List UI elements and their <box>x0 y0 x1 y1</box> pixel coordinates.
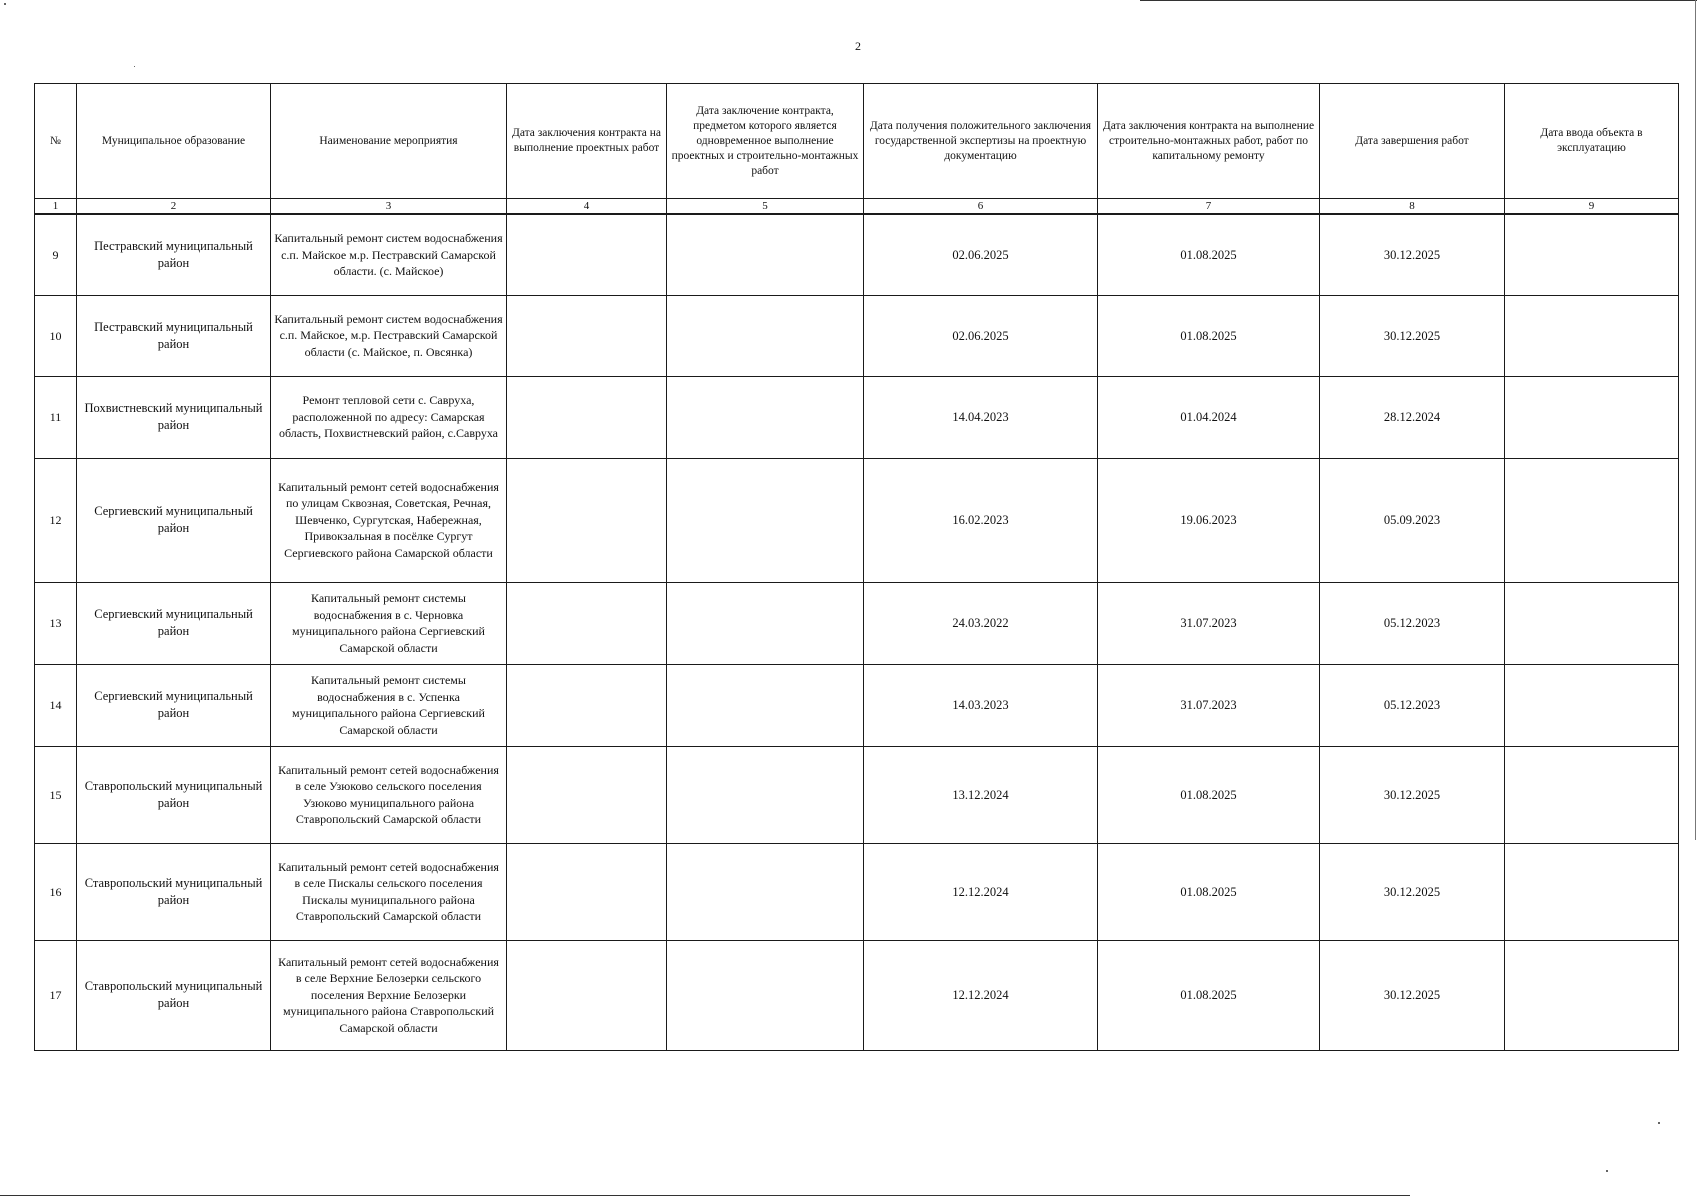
row-number-cell: 17 <box>35 940 77 1050</box>
municipality-cell: Ставропольский муниципальный район <box>77 843 271 940</box>
commissioning-date-cell <box>1505 582 1679 664</box>
completion-date-cell: 30.12.2025 <box>1320 214 1505 295</box>
design-contract-cell <box>507 664 667 746</box>
header-cell-municipality: Муниципальное образование <box>77 84 271 199</box>
schedule-table <box>34 83 1679 1051</box>
construction-contract-cell: 31.07.2023 <box>1098 582 1320 664</box>
row-number-cell: 9 <box>35 214 77 295</box>
construction-contract-cell: 01.08.2025 <box>1098 214 1320 295</box>
expertise-date-cell: 12.12.2024 <box>864 940 1098 1050</box>
expertise-date-cell: 14.04.2023 <box>864 376 1098 458</box>
municipality-cell: Ставропольский муниципальный район <box>77 940 271 1050</box>
combined-contract-cell <box>667 940 864 1050</box>
event-name-cell: Ремонт тепловой сети с. Савруха, расположенной по адресу: Самарская область, Похвистневский район, с.Савруха <box>271 376 507 458</box>
header-cell-completion-date: Дата завершения работ <box>1320 84 1505 199</box>
column-number-cell: 9 <box>1505 199 1679 215</box>
column-number-cell: 8 <box>1320 199 1505 215</box>
column-number-cell: 5 <box>667 199 864 215</box>
design-contract-cell <box>507 940 667 1050</box>
municipality-cell: Пестравский муниципальный район <box>77 295 271 376</box>
scan-top-edge-line <box>1140 0 1697 1</box>
completion-date-cell: 30.12.2025 <box>1320 843 1505 940</box>
commissioning-date-cell <box>1505 214 1679 295</box>
table-row <box>35 746 1679 843</box>
completion-date-cell: 28.12.2024 <box>1320 376 1505 458</box>
completion-date-cell: 05.09.2023 <box>1320 458 1505 582</box>
table-row <box>35 458 1679 582</box>
table-row <box>35 843 1679 940</box>
municipality-cell: Пестравский муниципальный район <box>77 214 271 295</box>
event-name-cell: Капитальный ремонт систем водоснабжения с.п. Майское, м.р. Пестравский Самарской области (с. Майское, п. Овсянка) <box>271 295 507 376</box>
design-contract-cell <box>507 458 667 582</box>
column-number-cell: 4 <box>507 199 667 215</box>
header-cell-number: № <box>35 84 77 199</box>
combined-contract-cell <box>667 746 864 843</box>
table-row <box>35 664 1679 746</box>
row-number-cell: 13 <box>35 582 77 664</box>
event-name-cell: Капитальный ремонт системы водоснабжения в с. Черновка муниципального района Сергиевский Самарской области <box>271 582 507 664</box>
completion-date-cell: 05.12.2023 <box>1320 582 1505 664</box>
commissioning-date-cell <box>1505 295 1679 376</box>
construction-contract-cell: 01.08.2025 <box>1098 843 1320 940</box>
row-number-cell: 15 <box>35 746 77 843</box>
event-name-cell: Капитальный ремонт сетей водоснабжения в селе Пискалы сельского поселения Пискалы муниципального района Ставропольский Самарской области <box>271 843 507 940</box>
scan-speck <box>1606 1170 1608 1172</box>
completion-date-cell: 05.12.2023 <box>1320 664 1505 746</box>
header-cell-design-contract: Дата заключения контракта на выполнение проектных работ <box>507 84 667 199</box>
construction-contract-cell: 31.07.2023 <box>1098 664 1320 746</box>
event-name-cell: Капитальный ремонт сетей водоснабжения по улицам Сквозная, Советская, Речная, Шевченко, Сургутская, Набережная, Привокзальная в посёлке Сургут Сергиевского района Самарской области <box>271 458 507 582</box>
scan-speck <box>134 66 135 67</box>
expertise-date-cell: 02.06.2025 <box>864 295 1098 376</box>
combined-contract-cell <box>667 843 864 940</box>
event-name-cell: Капитальный ремонт сетей водоснабжения в селе Верхние Белозерки сельского поселения Верхние Белозерки муниципального района Ставропольский Самарской области <box>271 940 507 1050</box>
expertise-date-cell: 16.02.2023 <box>864 458 1098 582</box>
table-row <box>35 295 1679 376</box>
municipality-cell: Сергиевский муниципальный район <box>77 664 271 746</box>
construction-contract-cell: 01.08.2025 <box>1098 746 1320 843</box>
expertise-date-cell: 13.12.2024 <box>864 746 1098 843</box>
column-number-cell: 2 <box>77 199 271 215</box>
municipality-cell: Ставропольский муниципальный район <box>77 746 271 843</box>
table-header-row <box>35 84 1679 199</box>
design-contract-cell <box>507 746 667 843</box>
row-number-cell: 11 <box>35 376 77 458</box>
combined-contract-cell <box>667 458 864 582</box>
combined-contract-cell <box>667 664 864 746</box>
scan-speck <box>1658 1122 1660 1124</box>
page-number: 2 <box>855 39 861 53</box>
header-cell-commissioning-date: Дата ввода объекта в эксплуатацию <box>1505 84 1679 199</box>
expertise-date-cell: 14.03.2023 <box>864 664 1098 746</box>
header-cell-construction-contract: Дата заключения контракта на выполнение строительно-монтажных работ, работ по капитальному ремонту <box>1098 84 1320 199</box>
design-contract-cell <box>507 214 667 295</box>
header-cell-combined-contract: Дата заключение контракта, предметом которого является одновременное выполнение проектных и строительно-монтажных работ <box>667 84 864 199</box>
combined-contract-cell <box>667 295 864 376</box>
commissioning-date-cell <box>1505 458 1679 582</box>
design-contract-cell <box>507 582 667 664</box>
column-number-cell: 1 <box>35 199 77 215</box>
completion-date-cell: 30.12.2025 <box>1320 940 1505 1050</box>
combined-contract-cell <box>667 582 864 664</box>
table-row <box>35 376 1679 458</box>
design-contract-cell <box>507 295 667 376</box>
construction-contract-cell: 01.08.2025 <box>1098 940 1320 1050</box>
construction-contract-cell: 01.08.2025 <box>1098 295 1320 376</box>
event-name-cell: Капитальный ремонт системы водоснабжения в с. Успенка муниципального района Сергиевский Самарской области <box>271 664 507 746</box>
municipality-cell: Похвистневский муниципальный район <box>77 376 271 458</box>
table-row <box>35 214 1679 295</box>
commissioning-date-cell <box>1505 746 1679 843</box>
row-number-cell: 12 <box>35 458 77 582</box>
event-name-cell: Капитальный ремонт систем водоснабжения с.п. Майское м.р. Пестравский Самарской области. (с. Майское) <box>271 214 507 295</box>
table-row <box>35 940 1679 1050</box>
commissioning-date-cell <box>1505 843 1679 940</box>
expertise-date-cell: 12.12.2024 <box>864 843 1098 940</box>
commissioning-date-cell <box>1505 940 1679 1050</box>
column-number-cell: 6 <box>864 199 1098 215</box>
design-contract-cell <box>507 376 667 458</box>
combined-contract-cell <box>667 214 864 295</box>
completion-date-cell: 30.12.2025 <box>1320 746 1505 843</box>
commissioning-date-cell <box>1505 664 1679 746</box>
expertise-date-cell: 24.03.2022 <box>864 582 1098 664</box>
column-number-cell: 3 <box>271 199 507 215</box>
header-cell-expertise-date: Дата получения положительного заключения государственной экспертизы на проектную документацию <box>864 84 1098 199</box>
row-number-cell: 10 <box>35 295 77 376</box>
municipality-cell: Сергиевский муниципальный район <box>77 458 271 582</box>
header-cell-event: Наименование мероприятия <box>271 84 507 199</box>
municipality-cell: Сергиевский муниципальный район <box>77 582 271 664</box>
row-number-cell: 14 <box>35 664 77 746</box>
column-number-cell: 7 <box>1098 199 1320 215</box>
row-number-cell: 16 <box>35 843 77 940</box>
scan-right-edge-line <box>1695 0 1696 840</box>
expertise-date-cell: 02.06.2025 <box>864 214 1098 295</box>
scan-speck <box>4 3 6 5</box>
design-contract-cell <box>507 843 667 940</box>
commissioning-date-cell <box>1505 376 1679 458</box>
event-name-cell: Капитальный ремонт сетей водоснабжения в селе Узюково сельского поселения Узюково муниципального района Ставропольский Самарской области <box>271 746 507 843</box>
combined-contract-cell <box>667 376 864 458</box>
completion-date-cell: 30.12.2025 <box>1320 295 1505 376</box>
column-number-row <box>35 199 1679 215</box>
construction-contract-cell: 01.04.2024 <box>1098 376 1320 458</box>
scan-bottom-edge-line <box>0 1195 1410 1196</box>
table-row <box>35 582 1679 664</box>
construction-contract-cell: 19.06.2023 <box>1098 458 1320 582</box>
